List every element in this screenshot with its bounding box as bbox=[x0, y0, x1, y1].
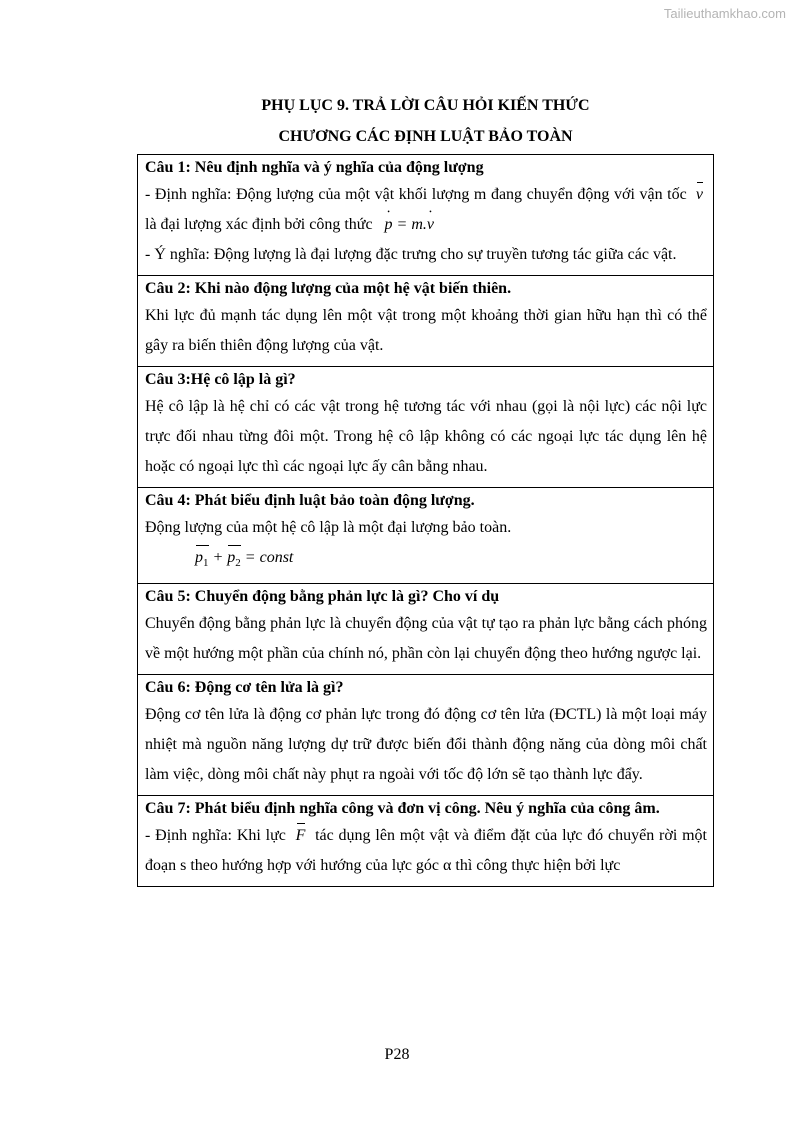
force-vector-symbol: F bbox=[296, 821, 306, 851]
formula-plus: + bbox=[208, 549, 228, 566]
qa-row-3 bbox=[138, 367, 714, 488]
formula-rhs: = const bbox=[240, 549, 294, 566]
formula-p: • p bbox=[385, 210, 393, 240]
question-5-title: Câu 5: Chuyển động bằng phản lực là gì? Cho ví dụ bbox=[145, 588, 500, 606]
qa-cell-3 bbox=[138, 367, 714, 488]
formula-p1 bbox=[195, 543, 209, 578]
formula-p1-letter: p bbox=[195, 549, 203, 566]
conservation-formula bbox=[145, 543, 707, 578]
page-subtitle: CHƯƠNG CÁC ĐỊNH LUẬT BẢO TOÀN bbox=[278, 128, 573, 145]
qa-cell-2 bbox=[138, 276, 714, 367]
velocity-vector-symbol: v bbox=[696, 180, 703, 210]
qa-row-7 bbox=[138, 796, 714, 887]
question-7-title: Câu 7: Phát biểu định nghĩa công và đơn vị công. Nêu ý nghĩa của công âm. bbox=[145, 800, 660, 818]
qa-cell-5 bbox=[138, 584, 714, 675]
momentum-formula bbox=[385, 216, 434, 233]
definition-text-a: - Định nghĩa: Động lượng của một vật khối lượng m đang chuyển động với vận tốc bbox=[145, 186, 687, 203]
qa-row-6 bbox=[138, 675, 714, 796]
qa-cell-1 bbox=[138, 155, 714, 276]
question-1-title: Câu 1: Nêu định nghĩa và ý nghĩa của động lượng bbox=[145, 159, 484, 176]
formula-v: • v bbox=[427, 210, 434, 240]
watermark: Tailieuthamkhao.com bbox=[663, 6, 786, 21]
qa-row-2 bbox=[138, 276, 714, 367]
qa-cell-7 bbox=[138, 796, 714, 887]
question-6-answer: Động cơ tên lửa là động cơ phản lực trong đó động cơ tên lửa (ĐCTL) là một loại máy nhiệt mà nguồn năng lượng dự trữ được biến đổi thành động năng của dòng môi chất làm việc, dòng môi chất này phụt ra ngoài với tốc độ lớn sẽ tạo thành lực đẩy. bbox=[145, 706, 707, 784]
definition-text-b: tác dụng lên một vật và điểm đặt của lực đó chuyển rời một đoạn s theo hướng hợp với hướng của lực góc α thì công thực hiện bởi lực bbox=[145, 827, 708, 875]
qa-row-5 bbox=[138, 584, 714, 675]
qa-cell-4 bbox=[138, 488, 714, 584]
question-4-answer: Động lượng của một hệ cô lập là một đại lượng bảo toàn. bbox=[145, 519, 512, 536]
formula-p2-letter: p bbox=[227, 549, 236, 566]
formula-equals-m: = m. bbox=[392, 216, 427, 233]
question-2-answer: Khi lực đủ mạnh tác dụng lên một vật trong một khoảng thời gian hữu hạn thì có thể gây ra biến thiên động lượng của vật. bbox=[145, 307, 707, 354]
qa-row-4 bbox=[138, 488, 714, 584]
formula-p2 bbox=[227, 543, 241, 578]
page-number: P28 bbox=[384, 1046, 410, 1063]
question-2-title: Câu 2: Khi nào động lượng của một hệ vật biến thiên. bbox=[145, 280, 512, 297]
question-3-title: Câu 3:Hệ cô lập là gì? bbox=[145, 371, 296, 388]
formula-p2-subscript: 2 bbox=[235, 557, 241, 570]
question-1-definition bbox=[145, 180, 707, 240]
qa-table bbox=[137, 154, 714, 887]
question-6-title: Câu 6: Động cơ tên lửa là gì? bbox=[145, 679, 344, 697]
question-1-meaning: - Ý nghĩa: Động lượng là đại lượng đặc trưng cho sự truyền tương tác giữa các vật. bbox=[145, 246, 677, 263]
definition-text-a: - Định nghĩa: Khi lực bbox=[145, 827, 286, 845]
qa-cell-6 bbox=[138, 675, 714, 796]
question-3-answer: Hệ cô lập là hệ chỉ có các vật trong hệ tương tác với nhau (gọi là nội lực) các nội lực trực đối nhau từng đôi một. Trong hệ cô lập không có các ngoại lực tác dụng lên hệ hoặc có ngoại lực thì các ngoại lực ấy cân bằng nhau. bbox=[145, 398, 707, 475]
question-7-definition bbox=[145, 821, 707, 881]
page-title: PHỤ LỤC 9. TRẢ LỜI CÂU HỎI KIẾN THỨC bbox=[261, 97, 590, 114]
formula-p1-subscript: 1 bbox=[203, 557, 209, 570]
question-4-title: Câu 4: Phát biểu định luật bảo toàn động lượng. bbox=[145, 492, 475, 509]
definition-text-b: là đại lượng xác định bởi công thức bbox=[145, 216, 373, 233]
qa-row-1 bbox=[138, 155, 714, 276]
question-5-answer: Chuyển động bằng phản lực là chuyển động của vật tự tạo ra phản lực bằng cách phóng về một hướng một phần của chính nó, phần còn lại chuyển động theo hướng ngược lại. bbox=[145, 615, 707, 663]
